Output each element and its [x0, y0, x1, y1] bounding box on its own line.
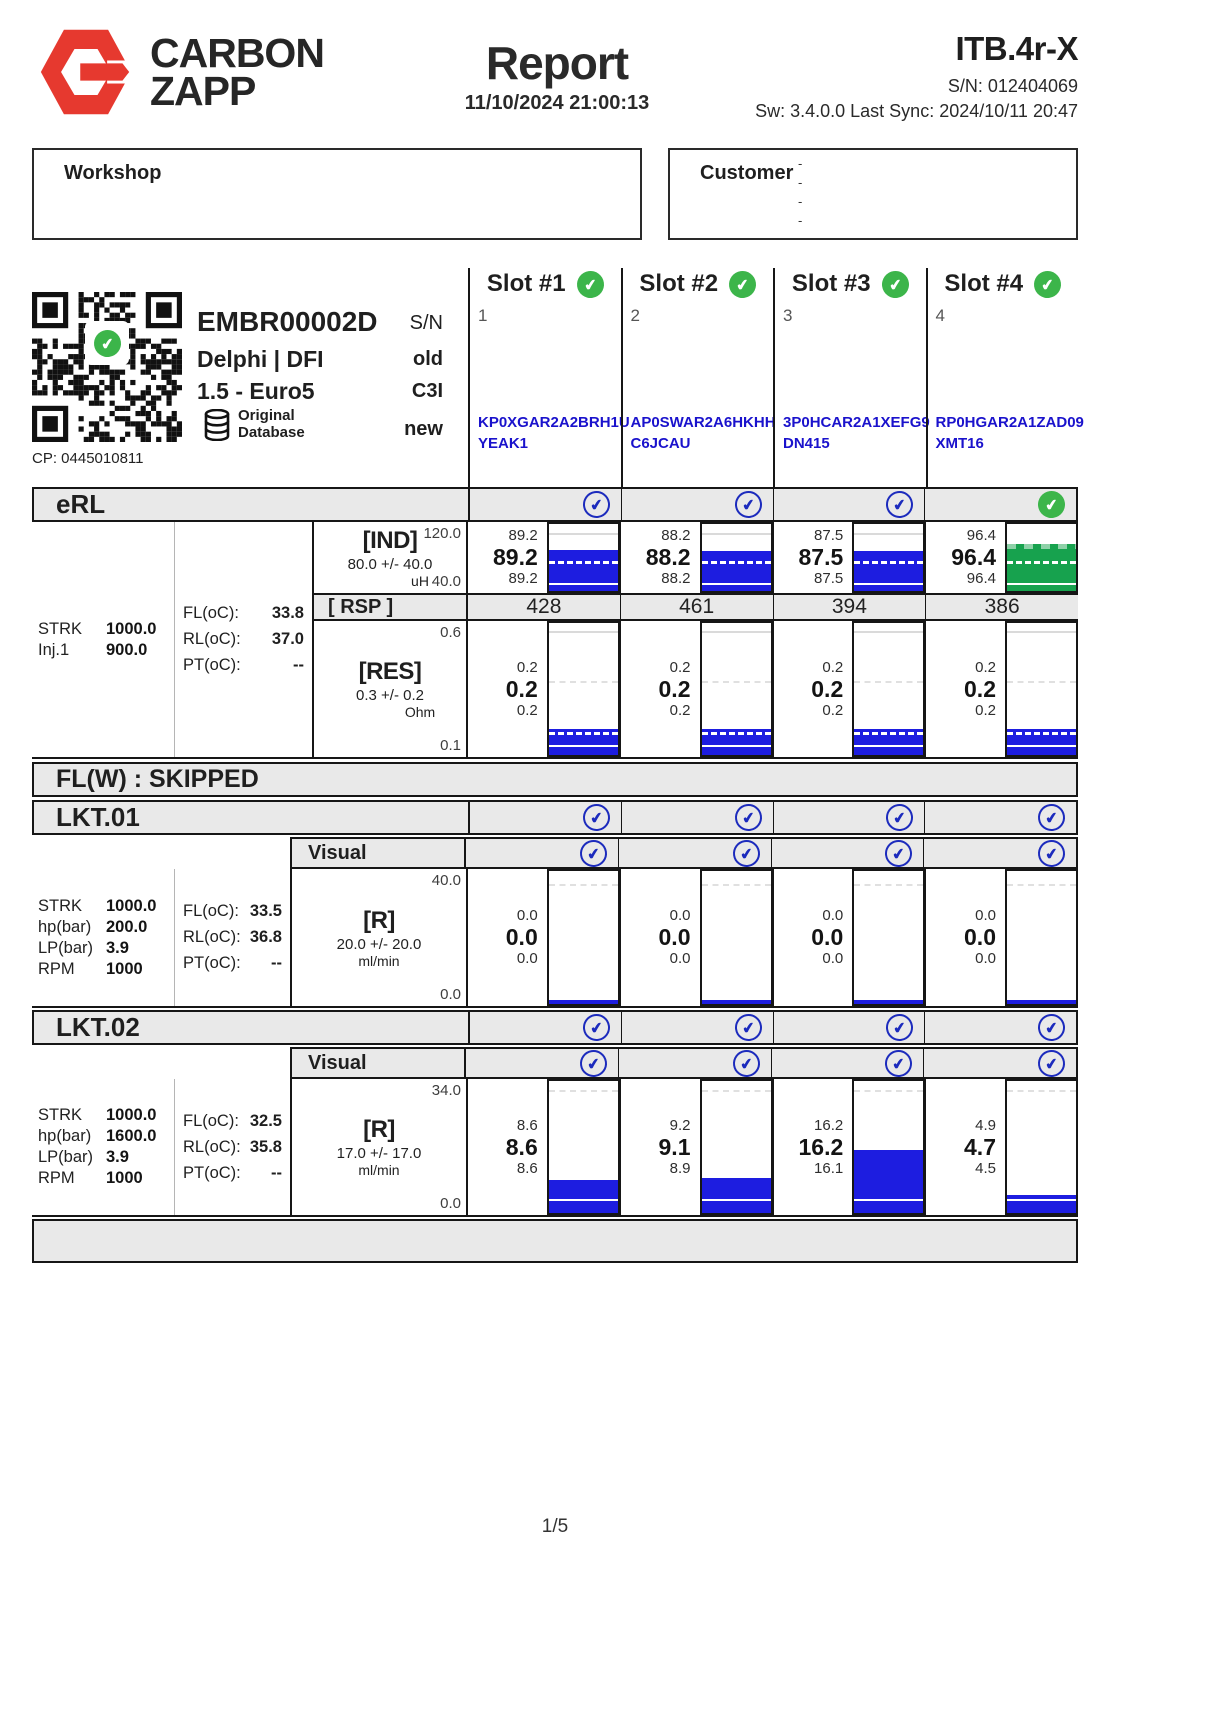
- injector-model: EMBR00002D: [197, 306, 378, 337]
- r-bar-chart: [547, 1079, 620, 1215]
- avg-value: 16.2: [798, 1133, 844, 1160]
- ind-test-info: [312, 522, 468, 593]
- check-icon: [1036, 838, 1066, 868]
- customer-line: -: [798, 194, 803, 209]
- param-value: 1000: [106, 1169, 143, 1187]
- axis-bottom-label: 0.0: [440, 1195, 461, 1212]
- param-value: 200.0: [106, 917, 148, 936]
- slot-index: 1: [478, 306, 488, 325]
- test-unit: ml/min: [358, 952, 400, 969]
- erl-body: [32, 522, 1078, 759]
- param-row: [38, 960, 170, 979]
- lkt01-slot3-status: [773, 802, 925, 833]
- min-value: 0.2: [975, 701, 996, 719]
- lkt02-slot3-status: [773, 1012, 925, 1043]
- slot-title: Slot #3: [791, 270, 871, 297]
- brand-line2: ZAPP: [150, 68, 256, 115]
- qr-code: [32, 292, 182, 442]
- erl-slot1-status: [470, 489, 621, 520]
- max-value: 8.6: [516, 1116, 538, 1134]
- max-value: 0.2: [669, 658, 691, 676]
- test-unit: ml/min: [358, 1162, 400, 1178]
- slot-index: 3: [783, 306, 793, 325]
- lkt01-visual-row: [32, 837, 1078, 869]
- erl-section-title: eRL: [34, 489, 470, 520]
- param-label: hp(bar): [38, 917, 92, 936]
- slot-code-line2: YEAK1: [478, 435, 529, 453]
- temp-row: [183, 954, 282, 973]
- min-value: 8.6: [516, 1159, 538, 1177]
- check-icon: [880, 269, 910, 299]
- r-bar-chart: [852, 1079, 925, 1215]
- max-value: 0.0: [822, 907, 844, 924]
- min-value: 0.2: [669, 701, 691, 719]
- r-bar-chart: [1005, 1079, 1078, 1215]
- page-number: 1/5: [541, 1516, 569, 1537]
- slot-code-line1: RP0HGAR2A1ZAD09: [935, 413, 1084, 431]
- slot-code-line2: DN415: [783, 435, 830, 453]
- param-label: LP(bar): [38, 938, 94, 957]
- test-tolerance: 17.0 +/- 17.0: [336, 1145, 422, 1162]
- visual-slot2-status: [618, 839, 771, 867]
- res-slot4-cell: [925, 621, 1078, 757]
- param-label: LP(bar): [38, 1148, 94, 1166]
- visual-slot2-status: [618, 1049, 771, 1077]
- r-slot3-cell: [773, 869, 926, 1006]
- param-value: 1000.0: [106, 619, 157, 638]
- param-value: 1600.0: [106, 1127, 157, 1145]
- r-bar-chart: [700, 869, 773, 1006]
- temp-row: [183, 1138, 282, 1157]
- slot-4-header: [926, 268, 1084, 487]
- slot-1-header: [468, 268, 630, 487]
- lkt02-section-title: LKT.02: [34, 1012, 470, 1043]
- r-slot2-cell: [620, 1079, 773, 1215]
- r-slot4-cell: [925, 1079, 1078, 1215]
- min-value: 0.0: [822, 950, 844, 967]
- check-icon: [885, 1012, 915, 1042]
- slot-title: Slot #2: [639, 270, 719, 297]
- device-name: ITB.4r-X: [955, 30, 1078, 67]
- injector-maker: Delphi | DFI: [197, 346, 324, 372]
- check-icon: [1036, 802, 1066, 832]
- temp-row: [183, 1164, 282, 1183]
- lkt02-slot4-status: [924, 1012, 1076, 1043]
- check-icon: [727, 269, 757, 299]
- temp-label: FL(oC):: [183, 902, 239, 920]
- res-slot2-cell: [620, 621, 773, 757]
- original-database-badge: [204, 408, 305, 441]
- slot-code-line1: 3P0HCAR2A1XEFG9: [783, 413, 930, 431]
- temp-value: --: [271, 954, 282, 972]
- rsp-value-slot2: 461: [620, 595, 773, 619]
- temp-label: FL(oC):: [183, 604, 239, 622]
- lkt02-temps: [175, 1079, 290, 1215]
- temp-row: [183, 656, 304, 675]
- check-icon: [1036, 1048, 1066, 1078]
- check-icon: [733, 802, 763, 832]
- param-label: STRK: [38, 1106, 83, 1124]
- qr-verified-badge: [85, 321, 129, 365]
- max-value: 9.2: [669, 1116, 691, 1134]
- r-slot4-cell: [925, 869, 1078, 1006]
- carbonzapp-logo-icon: [38, 24, 134, 120]
- software-sync-info: Sw: 3.4.0.0 Last Sync: 2024/10/11 20:47: [755, 101, 1078, 121]
- param-row: [38, 918, 170, 937]
- temp-label: RL(oC):: [183, 630, 241, 648]
- avg-value: 96.4: [951, 544, 996, 571]
- check-icon: [1036, 489, 1066, 519]
- visual-slot3-status: [771, 1049, 924, 1077]
- param-row: [38, 641, 170, 660]
- max-value: 96.4: [966, 527, 996, 545]
- slot-code-line1: AP0SWAR2A6HKHH: [630, 413, 776, 431]
- max-value: 0.2: [822, 658, 844, 676]
- avg-value: 0.0: [811, 924, 844, 950]
- workshop-box: [32, 148, 642, 240]
- visual-label: Visual: [292, 839, 466, 867]
- check-icon: [733, 489, 763, 519]
- temp-value: 33.8: [271, 604, 304, 622]
- lkt01-body: [32, 869, 1078, 1008]
- visual-slot3-status: [771, 839, 924, 867]
- brand-line1: CARBON: [150, 30, 324, 76]
- slot-code-line2: C6JCAU: [630, 435, 691, 453]
- old-label: old: [413, 348, 443, 370]
- slot-3-header: [773, 268, 930, 487]
- param-row: [38, 1106, 170, 1125]
- test-tolerance: 80.0 +/- 40.0: [347, 555, 433, 573]
- lkt02-slot1-status: [470, 1012, 621, 1043]
- lkt02-section-bar: [32, 1010, 1078, 1045]
- erl-slot2-status: [621, 489, 773, 520]
- temp-label: PT(oC):: [183, 1163, 241, 1182]
- min-value: 96.4: [966, 570, 996, 588]
- param-label: RPM: [38, 959, 75, 978]
- r-bar-chart: [700, 1079, 773, 1215]
- visual-slot1-status: [466, 1049, 618, 1077]
- min-value: 0.2: [822, 701, 844, 719]
- axis-bottom-label: 40.0: [431, 573, 461, 591]
- check-icon: [731, 1048, 761, 1078]
- avg-value: 0.2: [505, 675, 538, 702]
- avg-value: 8.6: [505, 1133, 538, 1160]
- avg-value: 0.2: [658, 675, 691, 702]
- sn-label: S/N: [409, 312, 443, 334]
- max-value: 0.2: [975, 658, 996, 676]
- test-name: [IND]: [362, 526, 418, 554]
- ind-bar-chart: [700, 522, 773, 593]
- check-icon: [581, 1012, 611, 1042]
- slot-2-header: [621, 268, 774, 487]
- r-test-info: [290, 869, 468, 1006]
- visual-slot4-status: [923, 839, 1076, 867]
- res-test-info: [312, 621, 468, 757]
- slot-header-row: [32, 268, 1084, 487]
- slot-code-line1: KP0XGAR2A2BRH1U: [478, 413, 630, 431]
- temp-label: FL(oC):: [183, 1111, 239, 1130]
- min-value: 0.0: [975, 950, 996, 967]
- test-name: [RES]: [358, 658, 422, 686]
- temp-value: 36.8: [249, 928, 282, 946]
- erl-section-bar: [32, 487, 1078, 522]
- injector-info-panel: [32, 268, 468, 487]
- param-value: 1000.0: [106, 896, 157, 915]
- avg-value: 4.7: [964, 1133, 996, 1160]
- check-icon: [884, 838, 914, 868]
- param-value: 1000: [106, 959, 143, 978]
- temp-row: [183, 928, 282, 947]
- brand-name: [150, 30, 324, 115]
- temp-value: --: [271, 1163, 282, 1182]
- erl-temps: [175, 522, 312, 757]
- max-value: 0.0: [669, 907, 691, 924]
- temp-label: RL(oC):: [183, 928, 241, 946]
- report-title: Report: [485, 37, 629, 89]
- r-slot3-cell: [773, 1079, 926, 1215]
- check-icon: [731, 838, 761, 868]
- axis-top-label: 34.0: [431, 1082, 461, 1099]
- res-bar-chart: [700, 621, 773, 757]
- lkt01-slot1-status: [470, 802, 621, 833]
- param-label: STRK: [38, 619, 83, 638]
- check-icon: [1032, 269, 1062, 299]
- param-label: STRK: [38, 896, 83, 915]
- database-badge-text: [238, 408, 305, 441]
- param-label: hp(bar): [38, 1127, 92, 1145]
- temp-row: [183, 1112, 282, 1131]
- max-value: 89.2: [508, 527, 538, 545]
- temp-value: --: [293, 656, 304, 674]
- test-report-table: [32, 268, 1084, 1263]
- lkt02-visual-row: [32, 1047, 1078, 1079]
- res-bar-chart: [852, 621, 925, 757]
- customer-line: -: [798, 156, 803, 171]
- min-value: 0.0: [516, 950, 538, 967]
- rsp-test-row: [312, 593, 1078, 621]
- min-value: 0.2: [516, 701, 538, 719]
- temp-label: RL(oC):: [183, 1137, 241, 1156]
- r-test-row: [290, 869, 1078, 1006]
- slot-index: 4: [935, 306, 945, 325]
- empty-footer-bar: [32, 1219, 1078, 1263]
- r-slot1-cell: [468, 1079, 620, 1215]
- check-icon: [581, 802, 611, 832]
- customer-line: -: [798, 175, 803, 190]
- injector-class: 1.5 - Euro5: [197, 378, 315, 404]
- r-slot2-cell: [620, 869, 773, 1006]
- rsp-value-slot3: 394: [773, 595, 926, 619]
- test-tolerance: 0.3 +/- 0.2: [356, 687, 424, 705]
- res-bar-chart: [1005, 621, 1078, 757]
- lkt01-temps: [175, 869, 290, 1006]
- temp-value: 37.0: [271, 630, 304, 648]
- axis-top-label: 120.0: [423, 525, 461, 542]
- temp-row: [183, 902, 282, 921]
- erl-params: [32, 522, 175, 757]
- r-test-info: [290, 1079, 468, 1215]
- customer-box: [668, 148, 1078, 240]
- axis-bottom-label: 0.0: [440, 986, 461, 1003]
- slot-title: Slot #4: [944, 270, 1024, 297]
- param-value: 3.9: [106, 938, 129, 957]
- r-bar-chart: [1005, 869, 1078, 1006]
- res-test-row: [312, 621, 1078, 757]
- customer-lines: [798, 154, 802, 230]
- res-bar-chart: [547, 621, 620, 757]
- max-value: 0.0: [516, 907, 538, 924]
- avg-value: 0.0: [964, 924, 996, 950]
- max-value: 87.5: [814, 527, 844, 545]
- check-icon: [575, 269, 605, 299]
- test-tolerance: 20.0 +/- 20.0: [336, 935, 422, 953]
- erl-slot3-status: [773, 489, 925, 520]
- test-name: [R]: [363, 906, 395, 934]
- avg-value: 0.0: [505, 924, 538, 950]
- slot-title: Slot #1: [486, 270, 566, 297]
- max-value: 4.9: [975, 1116, 996, 1134]
- min-value: 89.2: [508, 570, 538, 588]
- temp-row: [183, 630, 304, 649]
- ind-test-row: [312, 522, 1078, 593]
- param-row: [38, 1169, 170, 1188]
- param-label: RPM: [38, 1169, 75, 1187]
- ind-bar-chart: [852, 522, 925, 593]
- ind-slot2-cell: [620, 522, 773, 593]
- min-value: 16.1: [814, 1159, 844, 1177]
- max-value: 0.0: [975, 907, 996, 924]
- axis-top-label: 0.6: [440, 624, 461, 642]
- erl-slot4-status: [924, 489, 1076, 520]
- lkt02-slot2-status: [621, 1012, 773, 1043]
- ind-slot4-cell: [925, 522, 1078, 593]
- check-icon: [92, 328, 122, 358]
- r-bar-chart: [852, 869, 925, 1006]
- temp-value: 33.5: [249, 902, 282, 920]
- check-icon: [1036, 1012, 1066, 1042]
- flw-title: FL(W) : SKIPPED: [56, 765, 259, 793]
- param-row: [38, 1148, 170, 1167]
- check-icon: [578, 1048, 608, 1078]
- param-value: 3.9: [106, 1148, 129, 1166]
- avg-value: 9.1: [658, 1133, 691, 1160]
- customer-label: Customer: [700, 162, 794, 184]
- r-test-row: [290, 1079, 1078, 1215]
- cp-number: CP: 0445010811: [32, 450, 144, 467]
- slot-code-line2: XMT16: [935, 435, 984, 453]
- ind-slot1-cell: [468, 522, 620, 593]
- param-value: 1000.0: [106, 1106, 157, 1124]
- lkt01-slot4-status: [924, 802, 1076, 833]
- avg-value: 88.2: [645, 544, 691, 571]
- check-icon: [885, 802, 915, 832]
- old-code-value: C3I: [411, 380, 443, 402]
- avg-value: 0.2: [964, 675, 996, 702]
- max-value: 88.2: [661, 527, 691, 545]
- axis-bottom-label: 0.1: [440, 737, 461, 754]
- avg-value: 89.2: [492, 544, 538, 571]
- avg-value: 87.5: [798, 544, 844, 571]
- test-unit: uH: [411, 572, 429, 589]
- lkt02-body: [32, 1079, 1078, 1217]
- slot-index: 2: [630, 306, 640, 325]
- res-slot1-cell: [468, 621, 620, 757]
- max-value: 0.2: [516, 658, 538, 676]
- axis-top-label: 40.0: [431, 872, 461, 889]
- param-row: [38, 620, 170, 639]
- rsp-label: [ RSP ]: [312, 595, 468, 619]
- check-icon: [581, 489, 611, 519]
- res-slot3-cell: [773, 621, 926, 757]
- lkt01-params: [32, 869, 175, 1006]
- temp-value: 35.8: [249, 1137, 282, 1156]
- test-name: [R]: [363, 1116, 395, 1143]
- ind-slot3-cell: [773, 522, 926, 593]
- check-icon: [578, 838, 608, 868]
- min-value: 0.0: [669, 950, 691, 967]
- flw-section-bar: [32, 762, 1078, 797]
- lkt02-params: [32, 1079, 175, 1215]
- db-line1: Original: [238, 407, 295, 424]
- lkt01-section-bar: [32, 800, 1078, 835]
- new-label: new: [404, 418, 443, 440]
- check-icon: [733, 1012, 763, 1042]
- visual-slot4-status: [923, 1049, 1076, 1077]
- lkt01-section-title: LKT.01: [34, 802, 470, 833]
- lkt01-slot2-status: [621, 802, 773, 833]
- ind-bar-chart: [1005, 522, 1078, 593]
- param-value: 900.0: [106, 640, 148, 659]
- check-icon: [884, 1048, 914, 1078]
- temp-label: PT(oC):: [183, 656, 241, 674]
- avg-value: 0.0: [658, 924, 691, 950]
- param-row: [38, 1127, 170, 1146]
- param-row: [38, 897, 170, 916]
- param-label: Inj.1: [38, 640, 70, 659]
- ind-bar-chart: [547, 522, 620, 593]
- max-value: 16.2: [814, 1116, 844, 1134]
- database-icon: [204, 409, 230, 441]
- min-value: 87.5: [814, 570, 844, 588]
- min-value: 8.9: [669, 1159, 691, 1177]
- min-value: 88.2: [661, 570, 691, 588]
- avg-value: 0.2: [811, 675, 844, 702]
- device-serial: S/N: 012404069: [947, 76, 1078, 96]
- param-row: [38, 939, 170, 958]
- rsp-value-slot4: 386: [925, 595, 1078, 619]
- rsp-value-slot1: 428: [526, 595, 562, 619]
- temp-row: [183, 604, 304, 623]
- customer-line: -: [798, 213, 803, 228]
- visual-label: Visual: [292, 1049, 466, 1077]
- temp-label: PT(oC):: [183, 954, 241, 972]
- temp-value: 32.5: [249, 1111, 282, 1130]
- r-slot1-cell: [468, 869, 620, 1006]
- test-unit: Ohm: [404, 704, 436, 721]
- check-icon: [885, 489, 915, 519]
- workshop-label: Workshop: [64, 162, 162, 184]
- min-value: 4.5: [975, 1159, 996, 1177]
- report-datetime: 11/10/2024 21:00:13: [464, 92, 650, 114]
- r-bar-chart: [547, 869, 620, 1006]
- db-line2: Database: [238, 423, 305, 441]
- visual-slot1-status: [466, 839, 618, 867]
